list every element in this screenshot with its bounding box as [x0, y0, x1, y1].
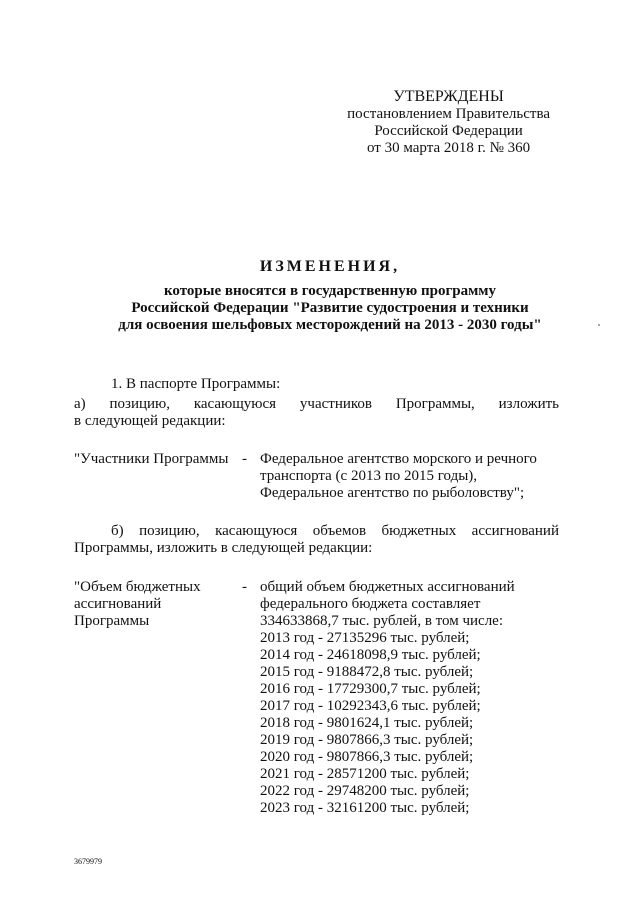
budget-line: федерального бюджета составляет: [260, 596, 481, 612]
budget-year-line: 2021 год - 28571200 тыс. рублей;: [260, 766, 470, 782]
budget-label-line: Программы: [74, 613, 150, 629]
budget-year-line: 2023 год - 32161200 тыс. рублей;: [260, 800, 470, 816]
approval-line: Российской Федерации: [374, 123, 523, 139]
approval-title: УТВЕРЖДЕНЫ: [393, 88, 504, 105]
budget-year-line: 2020 год - 9807866,3 тыс. рублей;: [260, 749, 474, 765]
participants-dash: -: [242, 451, 247, 467]
item-a-line: а) позицию, касающуюся участников Программы, изложить: [74, 396, 559, 412]
heading-line: Российской Федерации "Развитие судостроения и техники: [131, 300, 529, 316]
budget-year-line: 2018 год - 9801624,1 тыс. рублей;: [260, 715, 474, 731]
participants-line: транспорта (с 2013 по 2015 годы),: [260, 468, 478, 484]
budget-year-line: 2013 год - 27135296 тыс. рублей;: [260, 630, 470, 646]
participants-label: "Участники Программы: [74, 451, 229, 467]
item-a-line: в следующей редакции:: [74, 413, 226, 429]
budget-dash: -: [242, 579, 247, 595]
budget-year-line: 2019 год - 9807866,3 тыс. рублей;: [260, 732, 474, 748]
participants-line: Федеральное агентство по рыболовству";: [260, 485, 525, 501]
budget-line: 334633868,7 тыс. рублей, в том числе:: [260, 613, 504, 629]
item-b-line: Программы, изложить в следующей редакции:: [74, 540, 373, 556]
budget-year-line: 2017 год - 10292343,6 тыс. рублей;: [260, 698, 481, 714]
participants-line: Федеральное агентство морского и речного: [260, 451, 537, 467]
item-b-text: [111, 523, 559, 540]
budget-line: общий объем бюджетных ассигнований: [260, 579, 515, 595]
approval-line: постановлением Правительства: [347, 106, 550, 122]
document-number: 3679979: [74, 857, 102, 866]
document-title: ИЗМЕНЕНИЯ,: [259, 258, 401, 275]
approval-line: от 30 марта 2018 г. № 360: [367, 140, 531, 156]
budget-year-line: 2014 год - 24618098,9 тыс. рублей;: [260, 647, 481, 663]
item-b-line: б) позицию, касающуюся объемов бюджетных ассигнований: [111, 523, 559, 539]
item-a-text: [74, 396, 559, 413]
document-heading: [60, 258, 600, 334]
budget-label-line: ассигнований: [74, 596, 162, 612]
scan-speck: [598, 324, 600, 326]
budget-year-line: 2015 год - 9188472,8 тыс. рублей;: [260, 664, 474, 680]
heading-line: для освоения шельфовых месторождений на 2013 - 2030 годы": [118, 317, 542, 333]
approval-stamp: [347, 88, 550, 157]
budget-year-line: 2016 год - 17729300,7 тыс. рублей;: [260, 681, 481, 697]
budget-label-line: "Объем бюджетных: [74, 579, 201, 595]
section-intro: 1. В паспорте Программы:: [111, 376, 281, 392]
heading-line: которые вносятся в государственную программу: [163, 283, 497, 299]
budget-year-line: 2022 год - 29748200 тыс. рублей;: [260, 783, 470, 799]
